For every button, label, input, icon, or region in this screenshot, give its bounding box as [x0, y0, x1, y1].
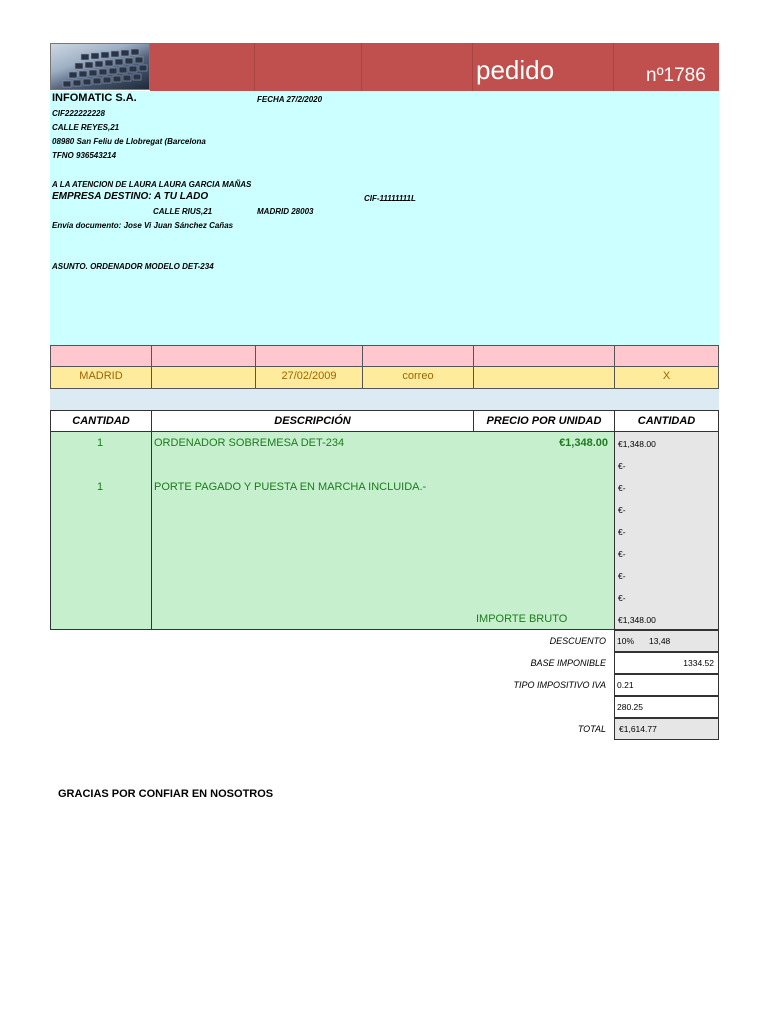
amount-column — [614, 432, 719, 630]
item-qty: 1 — [96, 481, 104, 493]
header-unit-price: PRECIO POR UNIDAD — [486, 415, 602, 427]
header-qty: CANTIDAD — [72, 415, 130, 427]
recipient-company: EMPRESA DESTINO: A TU LADO — [52, 191, 209, 202]
vat-box — [614, 674, 719, 696]
item-amount: €- — [618, 571, 626, 581]
total-box — [614, 718, 719, 740]
document-title: pedido — [476, 55, 555, 85]
shipping-row — [50, 367, 719, 389]
item-unit-price: €1,348.00 — [559, 437, 608, 449]
sender-cif: CIF222222228 — [52, 109, 105, 118]
item-amount: €- — [618, 593, 626, 603]
vat-value: 0.21 — [617, 680, 634, 690]
item-description: PORTE PAGADO Y PUESTA EN MARCHA INCLUIDA.- — [154, 481, 427, 493]
shipping-method: correo — [402, 370, 434, 382]
discount-pct: 10% — [617, 636, 635, 646]
address-block — [50, 91, 719, 345]
items-table-header — [50, 410, 719, 432]
items-table-body — [50, 432, 614, 630]
header-description: DESCRIPCIÓN — [274, 415, 351, 427]
item-amount: €- — [618, 505, 626, 515]
discount-value: 13,48 — [649, 636, 671, 646]
vat-amount: 280.25 — [617, 702, 643, 712]
thanks-message: GRACIAS POR CONFIAR EN NOSOTROS — [58, 788, 274, 800]
subject: ASUNTO. ORDENADOR MODELO DET-234 — [52, 262, 214, 271]
item-amount: €- — [618, 527, 626, 537]
discount-box — [614, 630, 719, 652]
sent-by: Envía documento: Jose Vi Juan Sánchez Cañas — [52, 221, 234, 230]
invoice-date: FECHA 27/2/2020 — [257, 95, 323, 104]
gross-value: €1,348.00 — [618, 615, 656, 625]
spacer-band — [50, 389, 719, 410]
base-label: BASE IMPONIBLE — [530, 658, 606, 668]
sender-street: CALLE REYES,21 — [52, 123, 120, 132]
shipping-mark: X — [662, 370, 671, 382]
item-qty: 1 — [96, 437, 104, 449]
header-cell — [150, 43, 255, 91]
header-amount: CANTIDAD — [637, 415, 696, 427]
total-value: €1,614.77 — [619, 724, 657, 734]
shipping-header-row — [50, 345, 719, 367]
base-box — [614, 652, 719, 674]
shipping-date: 27/02/2009 — [281, 370, 337, 382]
vat-label: TIPO IMPOSITIVO IVA — [513, 680, 606, 690]
total-label: TOTAL — [577, 724, 606, 734]
recipient-city: MADRID 28003 — [257, 207, 314, 216]
order-number: nº1786 — [646, 65, 706, 86]
header-cell — [255, 43, 362, 91]
item-amount: €- — [618, 483, 626, 493]
header-band — [150, 43, 719, 91]
sender-city: 08980 San Feliu de Llobregat (Barcelona — [52, 137, 206, 146]
sender-phone: TFNO 936543214 — [52, 151, 117, 160]
shipping-place: MADRID — [79, 370, 123, 382]
keyboard-photo-icon — [50, 43, 150, 90]
item-description: ORDENADOR SOBREMESA DET-234 — [154, 437, 345, 449]
sender-company: INFOMATIC S.A. — [52, 92, 137, 104]
vat-amount-box — [614, 696, 719, 718]
item-amount: €- — [618, 549, 626, 559]
discount-label: DESCUENTO — [549, 636, 606, 646]
recipient-street: CALLE RIUS,21 — [153, 207, 213, 216]
header-cell — [362, 43, 473, 91]
base-value: 1334.52 — [683, 658, 714, 668]
recipient-cif: CIF-11111111L — [364, 194, 416, 203]
gross-label: IMPORTE BRUTO — [476, 613, 568, 625]
recipient-attention: A LA ATENCION DE LAURA LAURA GARCIA MAÑAS — [52, 180, 252, 189]
item-amount: €- — [618, 461, 626, 471]
item-amount: €1,348.00 — [618, 439, 656, 449]
